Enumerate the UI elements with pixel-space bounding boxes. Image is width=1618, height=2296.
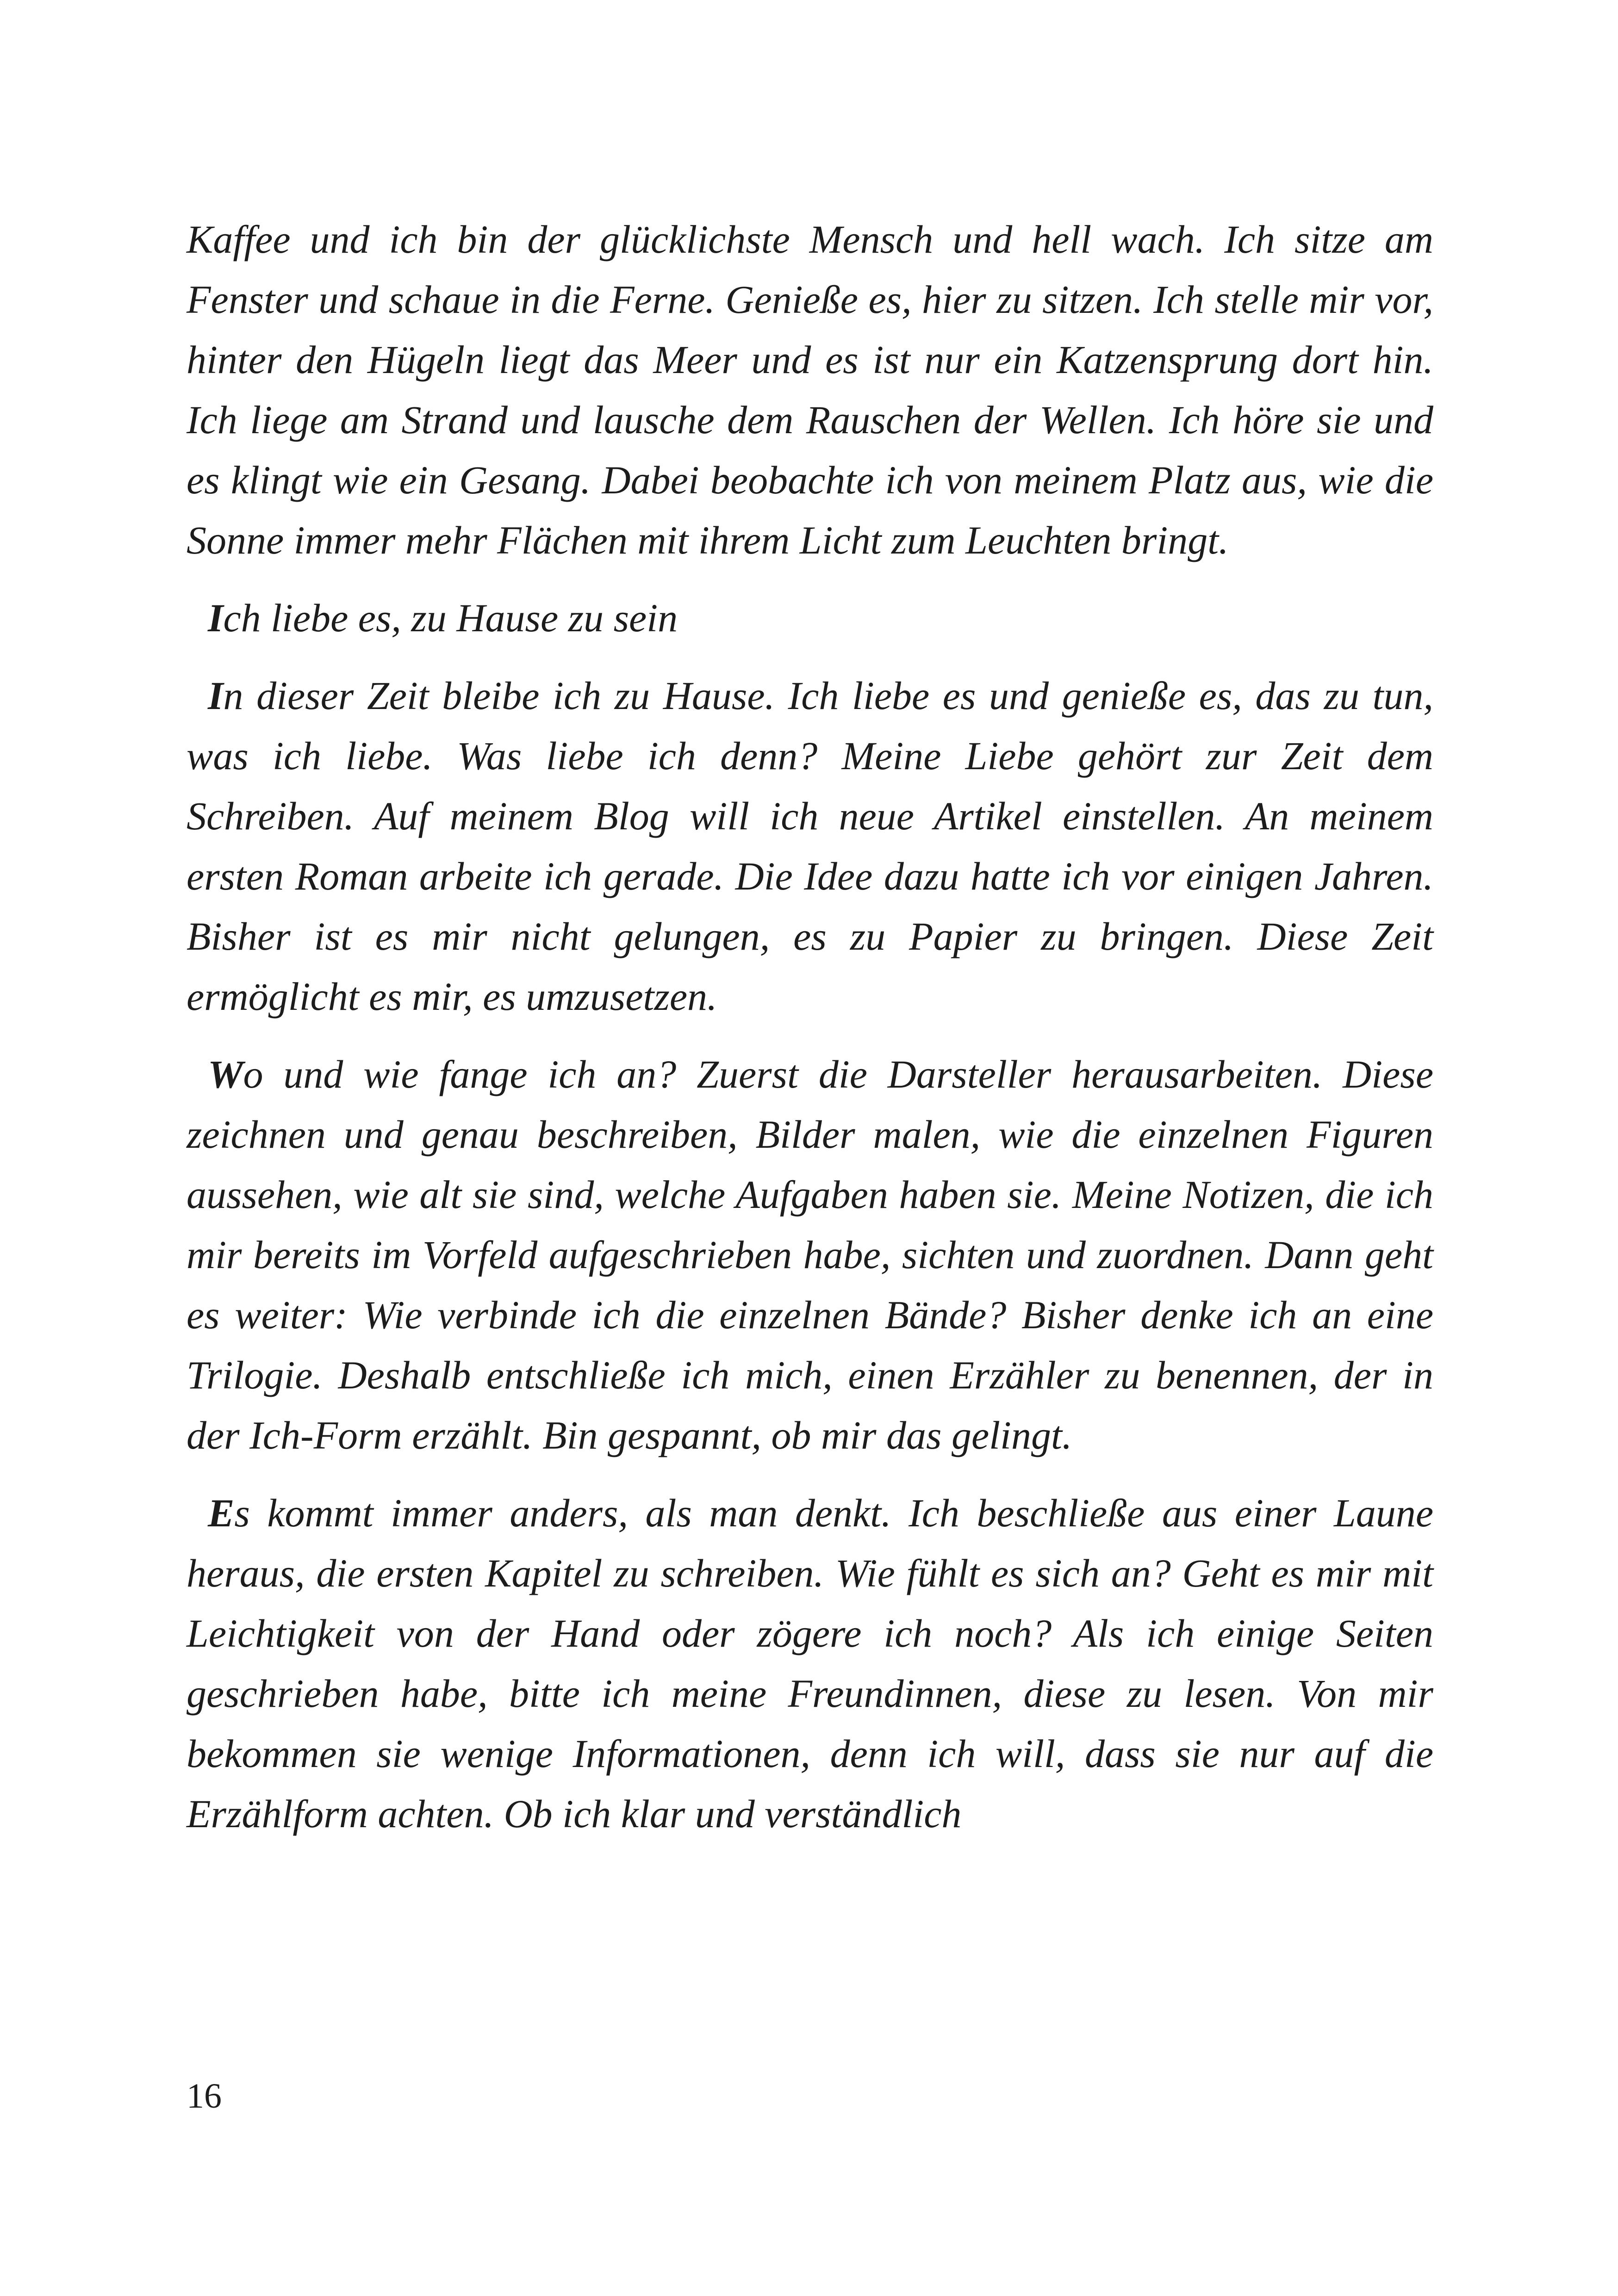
paragraph-lead-letter: E — [208, 1491, 235, 1535]
paragraph-text: Kaffee und ich bin der glücklichste Mensch und hell wach. Ich sitze am Fenster und schaue in die Ferne. Genieße es, hier zu sitzen. Ich stelle mir vor, hinter den Hügeln liegt das Meer und es ist nur ein Katzensprung dort hin. Ich liege am Strand und lausche dem Rauschen der Wellen. Ich höre sie und es klingt wie ein Gesang. Dabei beobachte ich von meinem Platz aus, wie die Sonne immer mehr Flächen mit ihrem Licht zum Leuchten bringt. — [187, 217, 1433, 562]
paragraph-lead-letter: I — [208, 596, 224, 640]
page-text-block — [187, 209, 1433, 1844]
paragraph-lead-letter: W — [208, 1052, 243, 1096]
paragraph-lead-letter: I — [208, 673, 224, 718]
paragraph — [187, 1483, 1433, 1844]
paragraph-text: n dieser Zeit bleibe ich zu Hause. Ich liebe es und genieße es, das zu tun, was ich liebe. Was liebe ich denn? Meine Liebe gehört zur Zeit dem Schreiben. Auf meinem Blog will ich neue Artikel einstellen. An meinem ersten Roman arbeite ich gerade. Die Idee dazu hatte ich vor einigen Jahren. Bisher ist es mir nicht gelungen, es zu Papier zu bringen. Diese Zeit ermöglicht es mir, es umzusetzen. — [187, 673, 1433, 1019]
paragraph — [187, 209, 1433, 570]
paragraph — [187, 1044, 1433, 1465]
paragraph-text: ch liebe es, zu Hause zu sein — [223, 596, 678, 640]
paragraph — [187, 666, 1433, 1027]
paragraph-text: s kommt immer anders, als man denkt. Ich beschließe aus einer Laune heraus, die ersten Kapitel zu schreiben. Wie fühlt es sich an? Geht es mir mit Leichtigkeit von der Hand oder zögere ich noch? Als ich einige Seiten geschrieben habe, bitte ich meine Freundinnen, diese zu lesen. Von mir bekommen sie wenige Informationen, denn ich will, dass sie nur auf die Erzählform achten. Ob ich klar und verständlich — [187, 1491, 1433, 1836]
paragraph — [187, 588, 1433, 648]
paragraph-text: o und wie fange ich an? Zuerst die Darsteller herausarbeiten. Diese zeichnen und genau beschreiben, Bilder malen, wie die einzelnen Figuren aussehen, wie alt sie sind, welche Aufgaben haben sie. Meine Notizen, die ich mir bereits im Vorfeld aufgeschrieben habe, sichten und zuordnen. Dann geht es weiter: Wie verbinde ich die einzelnen Bände? Bisher denke ich an eine Trilogie. Deshalb entschließe ich mich, einen Erzähler zu benennen, der in der Ich-Form erzählt. Bin gespannt, ob mir das gelingt. — [187, 1052, 1433, 1457]
page-number: 16 — [187, 2077, 222, 2116]
page-footer — [187, 2076, 222, 2116]
